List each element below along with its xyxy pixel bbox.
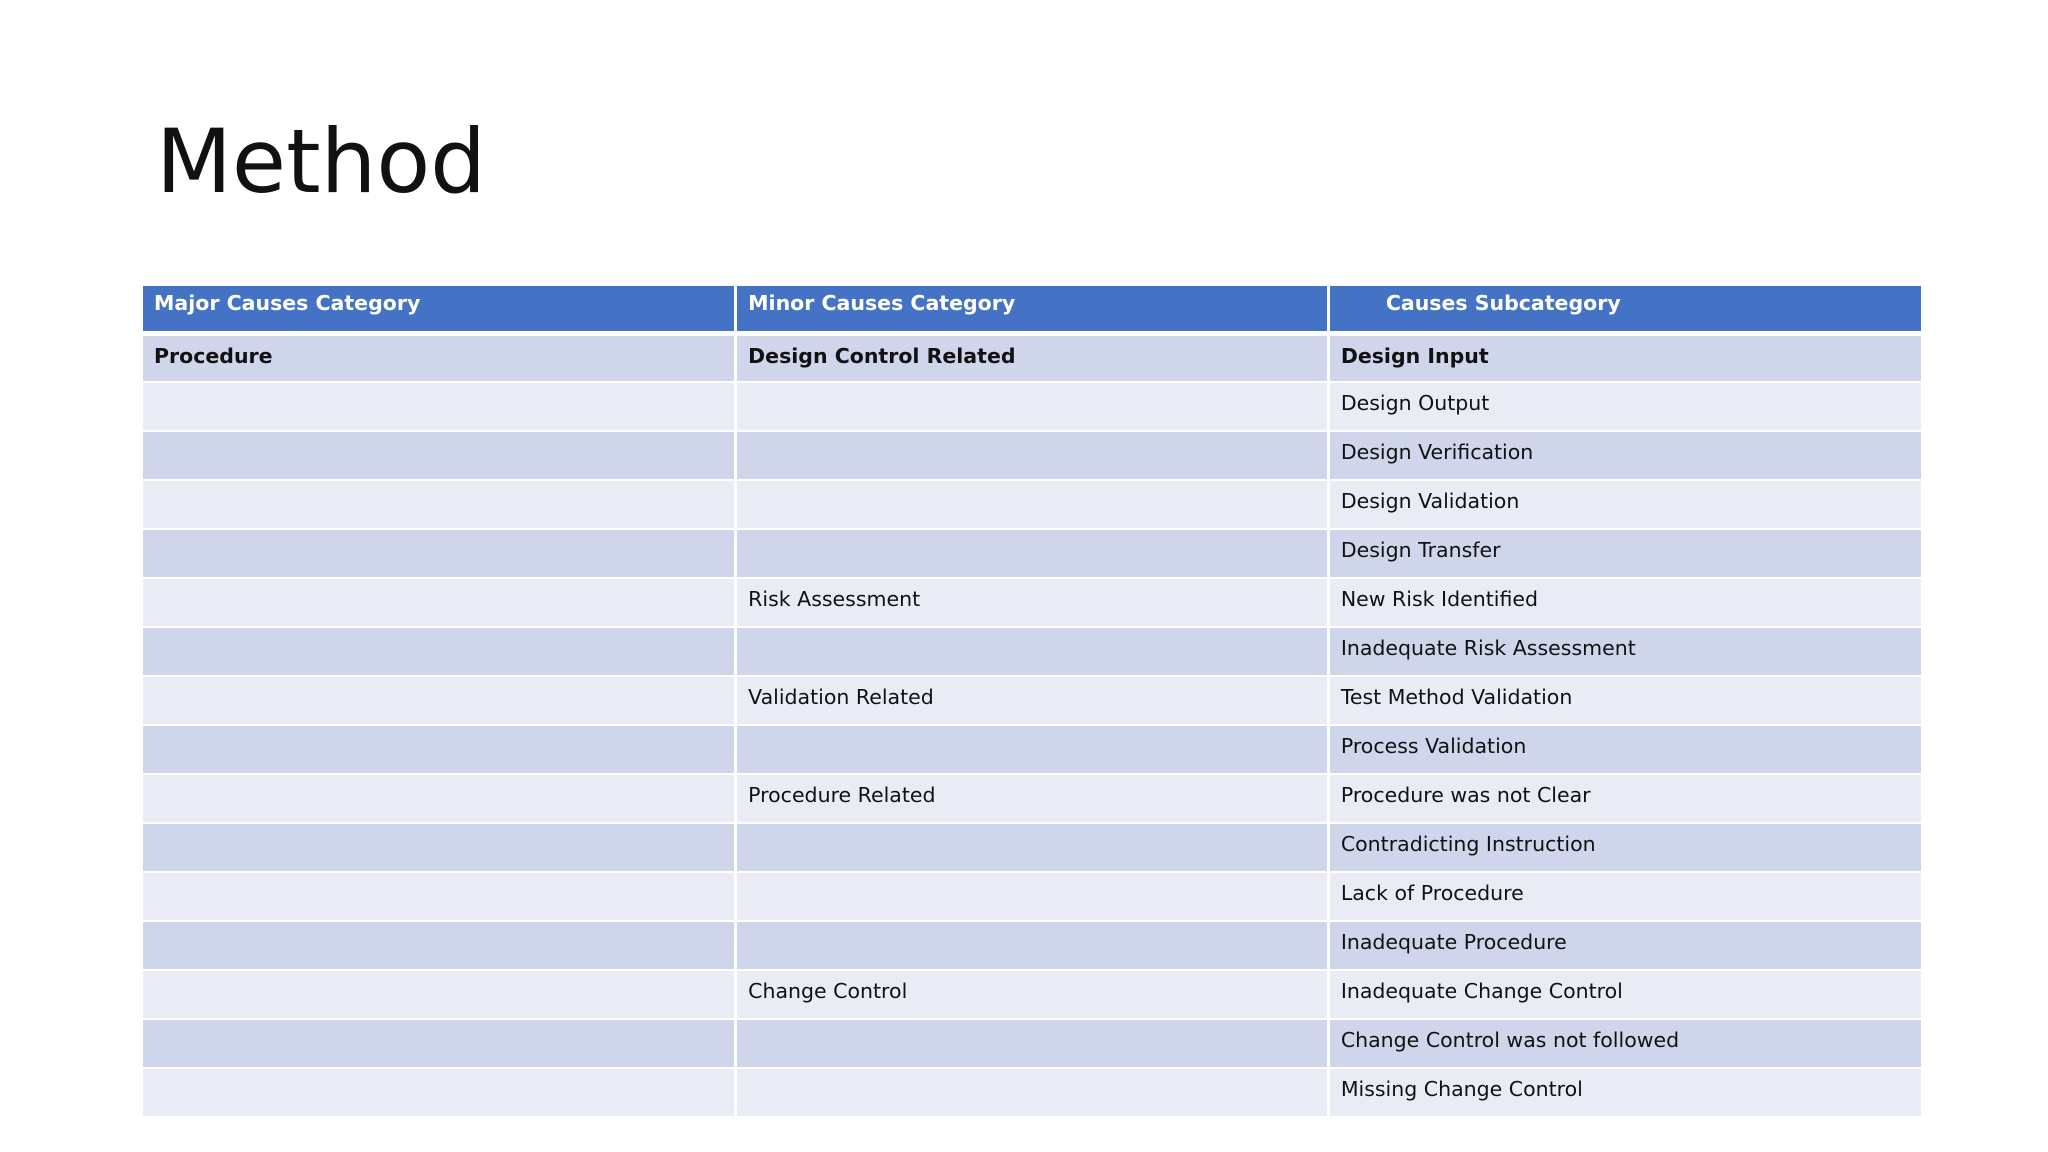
- major-cell: [143, 627, 736, 676]
- subcategory-cell: Inadequate Risk Assessment: [1328, 627, 1921, 676]
- major-cell: [143, 823, 736, 872]
- minor-cell: [736, 382, 1329, 431]
- minor-cell: Validation Related: [736, 676, 1329, 725]
- table-row: [143, 970, 1921, 1019]
- causes-table: [143, 286, 1921, 1118]
- minor-cell: [736, 872, 1329, 921]
- major-cell: [143, 529, 736, 578]
- subcategory-cell: Contradicting Instruction: [1328, 823, 1921, 872]
- minor-cell: [736, 725, 1329, 774]
- subcategory-cell: Lack of Procedure: [1328, 872, 1921, 921]
- subcategory-cell: Change Control was not followed: [1328, 1019, 1921, 1068]
- table-row: [143, 431, 1921, 480]
- major-cell: [143, 1019, 736, 1068]
- header-causes-subcategory: Causes Subcategory: [1328, 286, 1921, 333]
- minor-cell: [736, 1019, 1329, 1068]
- minor-cell: Risk Assessment: [736, 578, 1329, 627]
- minor-cell: [736, 529, 1329, 578]
- table-row: [143, 725, 1921, 774]
- subcategory-cell: Missing Change Control: [1328, 1068, 1921, 1117]
- subcategory-cell: Design Transfer: [1328, 529, 1921, 578]
- slide-title: Method: [156, 110, 487, 213]
- major-cell: [143, 480, 736, 529]
- minor-cell: [736, 480, 1329, 529]
- subcategory-cell: Design Validation: [1328, 480, 1921, 529]
- minor-cell: Procedure Related: [736, 774, 1329, 823]
- subcategory-cell: Test Method Validation: [1328, 676, 1921, 725]
- table-row: [143, 578, 1921, 627]
- table-row: [143, 774, 1921, 823]
- table-row: [143, 921, 1921, 970]
- subcategory-cell: Inadequate Change Control: [1328, 970, 1921, 1019]
- subcategory-cell: Design Input: [1328, 333, 1921, 382]
- table-row: [143, 480, 1921, 529]
- minor-cell: [736, 823, 1329, 872]
- subcategory-cell: Design Verification: [1328, 431, 1921, 480]
- header-major-causes: Major Causes Category: [143, 286, 736, 333]
- major-cell: [143, 382, 736, 431]
- minor-cell: [736, 1068, 1329, 1117]
- table-row: [143, 627, 1921, 676]
- table-row: [143, 529, 1921, 578]
- table-row: [143, 823, 1921, 872]
- major-cell: [143, 725, 736, 774]
- subcategory-cell: Procedure was not Clear: [1328, 774, 1921, 823]
- major-cell: [143, 431, 736, 480]
- major-cell: [143, 774, 736, 823]
- major-cell: Procedure: [143, 333, 736, 382]
- subcategory-cell: Design Output: [1328, 382, 1921, 431]
- table-row: [143, 872, 1921, 921]
- subcategory-cell: Process Validation: [1328, 725, 1921, 774]
- minor-cell: [736, 431, 1329, 480]
- table-row: [143, 333, 1921, 382]
- major-cell: [143, 921, 736, 970]
- table-row: [143, 1019, 1921, 1068]
- subcategory-cell: Inadequate Procedure: [1328, 921, 1921, 970]
- major-cell: [143, 676, 736, 725]
- table-row: [143, 382, 1921, 431]
- subcategory-cell: New Risk Identified: [1328, 578, 1921, 627]
- table-row: [143, 1068, 1921, 1117]
- header-minor-causes: Minor Causes Category: [736, 286, 1329, 333]
- major-cell: [143, 872, 736, 921]
- table-header-row: [143, 286, 1921, 333]
- major-cell: [143, 1068, 736, 1117]
- major-cell: [143, 970, 736, 1019]
- minor-cell: [736, 921, 1329, 970]
- minor-cell: [736, 627, 1329, 676]
- major-cell: [143, 578, 736, 627]
- table-row: [143, 676, 1921, 725]
- minor-cell: Change Control: [736, 970, 1329, 1019]
- minor-cell: Design Control Related: [736, 333, 1329, 382]
